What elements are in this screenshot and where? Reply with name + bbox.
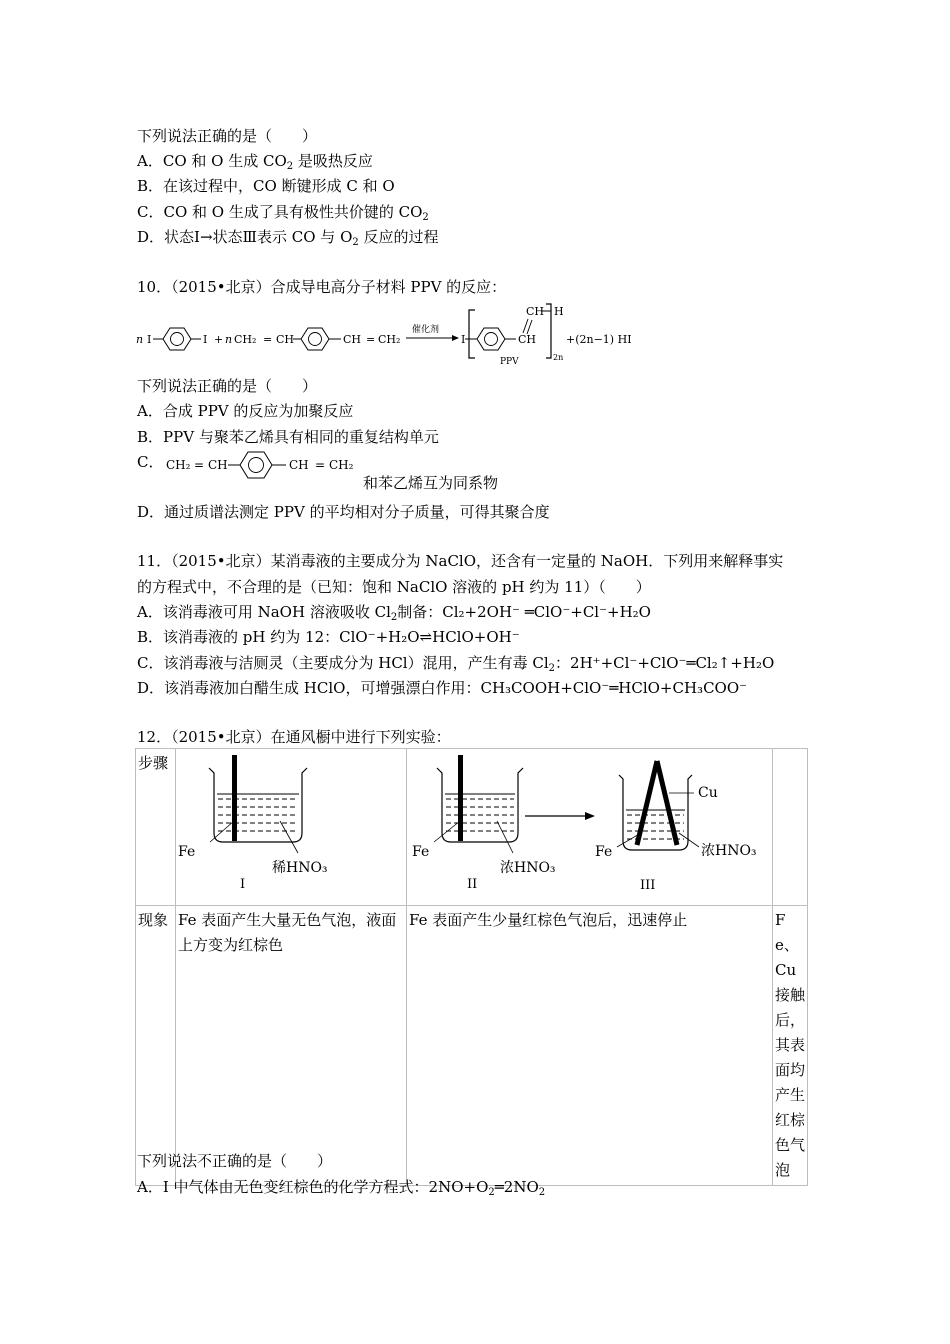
eq-n2: n <box>225 333 233 346</box>
q11-stem-line1: 11．（2015•北京）某消毒液的主要成分为 NaClO，还含有一定量的 NaOH．下列用来解释事实 <box>137 552 784 570</box>
eq-ch2-a: CH₂ <box>234 333 257 346</box>
eq-h-end: H <box>554 305 564 318</box>
beaker-figure-I <box>176 749 405 897</box>
q12-option-a: A．Ⅰ 中气体由无色变红棕色的化学方程式：$2NO+O_2═2NO_2$ <box>137 1178 546 1198</box>
svg-text:Fe: Fe <box>595 844 613 860</box>
svg-text:II: II <box>467 877 478 892</box>
benzene-ring-icon <box>240 452 272 478</box>
phenomenon-2: Fe 表面产生少量红棕色气泡后，迅速停止 <box>407 906 773 1186</box>
eq-n1: n <box>136 333 144 346</box>
eq-ch-a: CH <box>276 333 295 346</box>
q11-option-b: B．该消毒液的 pH 约为 12：ClO⁻+H₂O⇌HClO+OH⁻ <box>137 628 520 646</box>
q9-option-b: B．在该过程中，CO 断键形成 C 和 O <box>137 177 395 195</box>
benzene-ring-icon <box>163 328 191 350</box>
q11-option-c: C．该消毒液与洁厕灵（主要成分为 HCl）混用，产生有毒 $Cl_2$：2H⁺+Cl⁻+ClO⁻═Cl₂↑+H₂O <box>137 654 775 674</box>
eq-ch-b: CH <box>343 333 362 346</box>
svg-text:CH₂: CH₂ <box>329 458 354 472</box>
q10-stem: 10．（2015•北京）合成导电高分子材料 PPV 的反应： <box>137 278 507 296</box>
eq-ch2-b: CH₂ <box>378 333 401 346</box>
step-cell-3-margin <box>773 749 808 906</box>
iron-rod-icon <box>458 755 463 841</box>
q12-stem: 12．（2015•北京）在通风橱中进行下列实验： <box>137 728 451 746</box>
q11-option-a: A．该消毒液可用 NaOH 溶液吸收 $Cl_2$制备：Cl₂+2OH⁻ ═ClO⁻+Cl⁻+H₂O <box>137 603 651 623</box>
eq-i-mid: I <box>203 333 208 346</box>
svg-text:浓HNO₃: 浓HNO₃ <box>500 860 556 876</box>
q9-option-c: C．CO 和 O 生成了具有极性共价键的 $CO_2$ <box>137 203 429 223</box>
eq-dbl-a: = <box>263 333 273 346</box>
q9-option-a: A．CO 和 O 生成 $CO_2$ 是吸热反应 <box>137 152 373 172</box>
svg-text:I: I <box>240 877 246 892</box>
q11-stem-line2: 的方程式中，不合理的是（已知：饱和 NaClO 溶液的 pH 约为 11）（ ） <box>137 578 651 596</box>
svg-text:=: = <box>315 458 326 472</box>
svg-text:CH: CH <box>208 458 228 472</box>
q12-experiment-table <box>135 748 808 1186</box>
eq-plus: + <box>214 333 224 346</box>
iron-rod-icon <box>232 755 237 841</box>
q10-option-c-letter: C． <box>137 453 164 471</box>
q10-option-b: B．PPV 与聚苯乙烯具有相同的重复结构单元 <box>137 428 439 446</box>
row-label-step: 步骤 <box>136 749 176 906</box>
svg-text:Fe: Fe <box>178 844 196 860</box>
q10-option-c-structure <box>162 446 372 484</box>
eq-ch-bottom: CH <box>518 333 537 346</box>
eq-i-end: I <box>461 333 466 346</box>
q9-option-d: D．状态Ⅰ→状态Ⅲ表示 CO 与 $O_2$ 反应的过程 <box>137 228 439 248</box>
copper-rod-icon <box>657 761 677 845</box>
phenomenon-3: Fe、Cu 接触后，其表面均产生红棕色气泡 <box>773 906 808 1186</box>
q10-reaction-equation <box>130 302 650 366</box>
q11-option-d: D．该消毒液加白醋生成 HClO，可增强漂白作用：CH₃COOH+ClO⁻═HClO+CH₃COO⁻ <box>137 679 748 697</box>
svg-text:Cu: Cu <box>698 785 718 801</box>
svg-text:稀HNO₃: 稀HNO₃ <box>272 860 328 876</box>
eq-byproduct: +(2n−1) HI <box>566 333 632 346</box>
phenomenon-1: Fe 表面产生大量无色气泡，液面上方变为红棕色 <box>176 906 407 1186</box>
q10-option-c-tail: 和苯乙烯互为同系物 <box>363 474 499 492</box>
eq-i-left: I <box>147 333 152 346</box>
q9-prompt: 下列说法正确的是（ ） <box>137 127 318 145</box>
svg-text:CH₂: CH₂ <box>166 458 191 472</box>
iron-rod-icon <box>637 761 657 845</box>
eq-ch-top: CH <box>526 305 545 318</box>
step-cell-1 <box>176 749 407 906</box>
svg-text:CH: CH <box>289 458 309 472</box>
svg-text:III: III <box>640 878 656 893</box>
beaker-figure-II-III <box>407 749 771 897</box>
svg-text:Fe: Fe <box>412 844 430 860</box>
step-cell-2 <box>407 749 773 906</box>
reaction-arrow-icon <box>406 335 459 341</box>
svg-text:=: = <box>194 458 205 472</box>
svg-text:浓HNO₃: 浓HNO₃ <box>701 843 757 859</box>
q10-option-a: A．合成 PPV 的反应为加聚反应 <box>137 402 354 420</box>
q10-option-d: D．通过质谱法测定 PPV 的平均相对分子质量，可得其聚合度 <box>137 503 550 521</box>
eq-subscript-2n: 2n <box>553 353 564 362</box>
benzene-ring-icon <box>301 328 329 350</box>
eq-ppv-label: PPV <box>500 357 519 366</box>
q10-prompt: 下列说法正确的是（ ） <box>137 377 318 395</box>
q12-prompt: 下列说法不正确的是（ ） <box>137 1152 333 1170</box>
eq-dbl-b: = <box>366 333 376 346</box>
arrow-right-icon <box>525 812 595 820</box>
benzene-ring-icon <box>477 328 505 350</box>
row-label-phenomenon: 现象 <box>136 906 176 1186</box>
eq-catalyst: 催化剂 <box>412 325 440 335</box>
